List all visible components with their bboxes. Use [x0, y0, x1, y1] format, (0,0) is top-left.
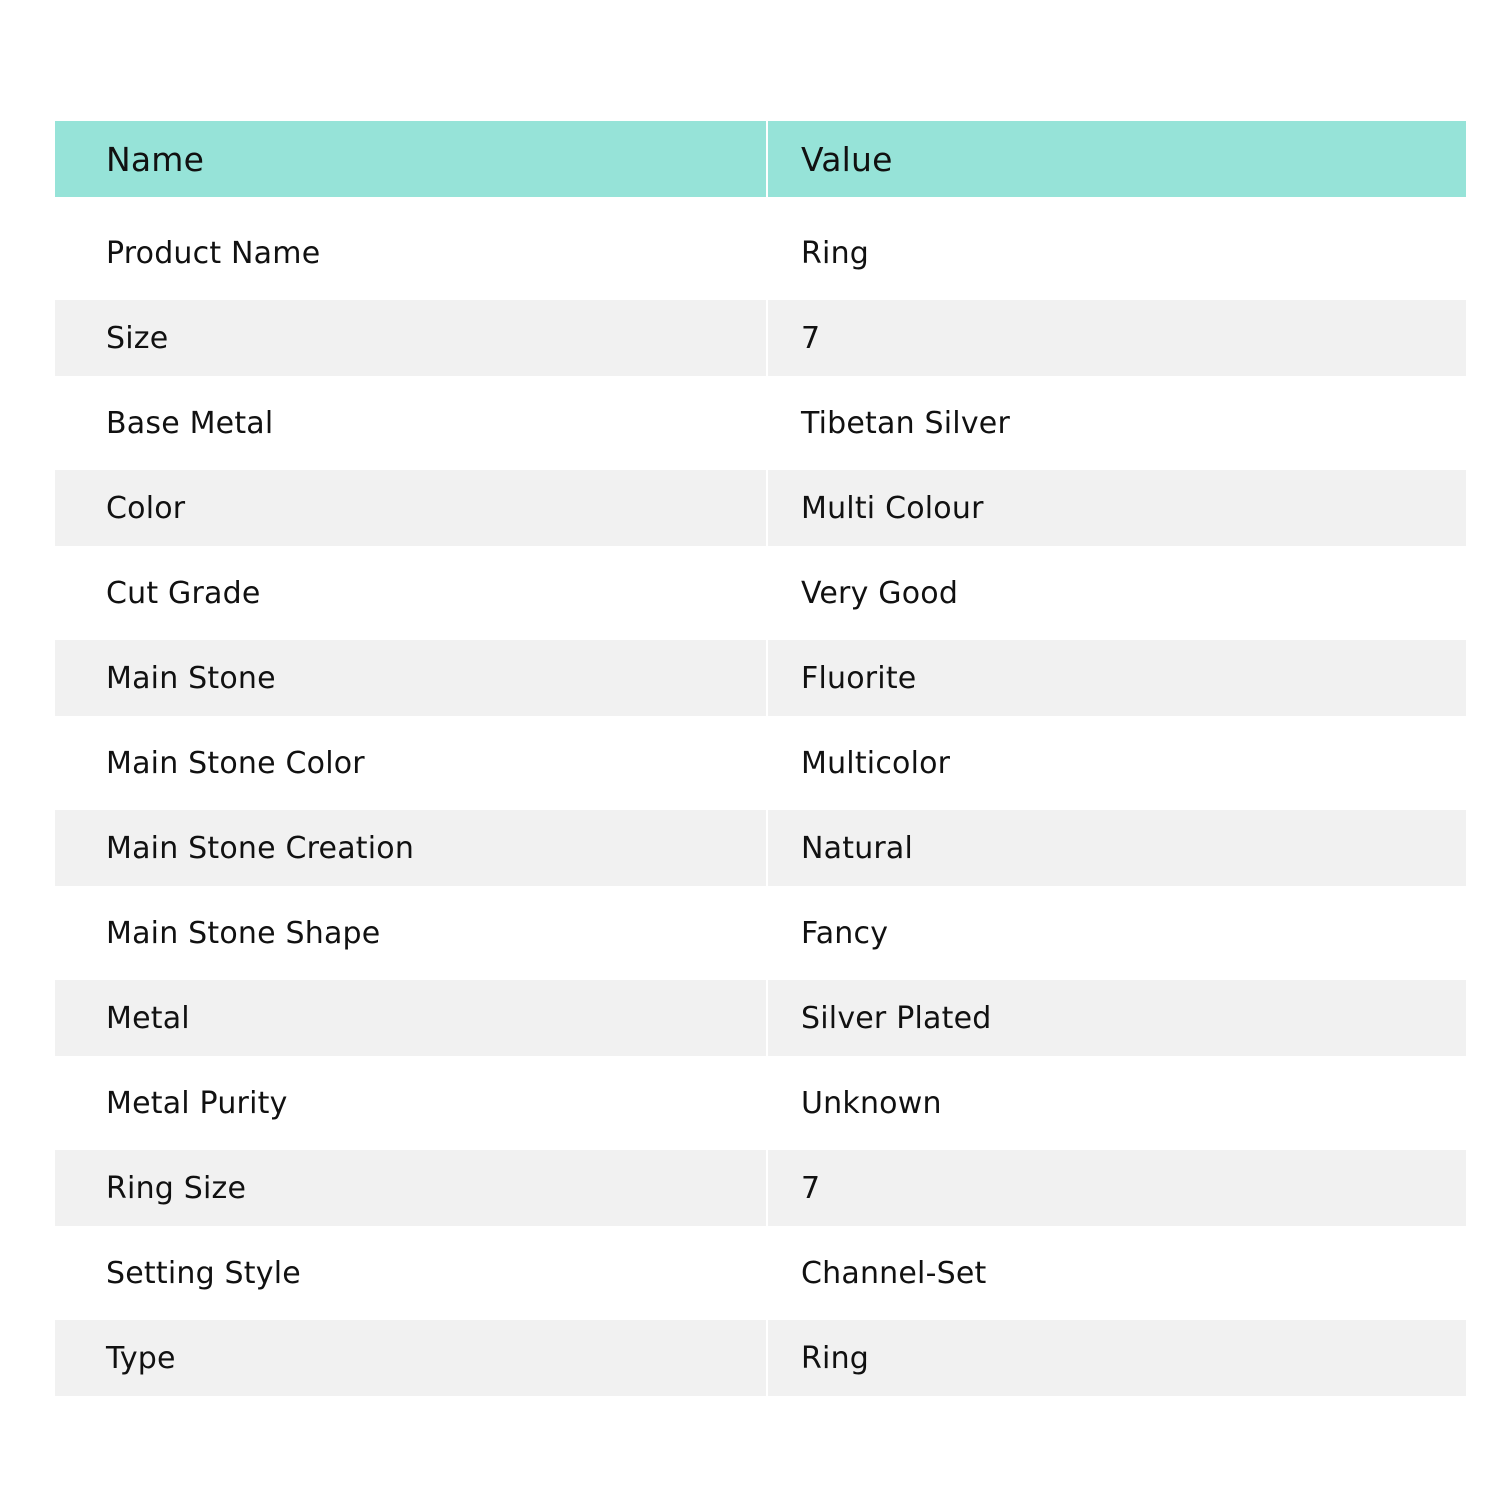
table-row	[55, 206, 1466, 291]
row-value: Fluorite	[768, 640, 1466, 716]
column-header-name: Name	[55, 121, 766, 197]
table-row	[55, 1226, 1466, 1311]
row-name: Type	[55, 1320, 766, 1396]
table-row	[55, 461, 1466, 546]
row-name: Ring Size	[55, 1150, 766, 1226]
table-row	[55, 886, 1466, 971]
table-header-row	[55, 121, 1466, 197]
table-row	[55, 1141, 1466, 1226]
table-row	[55, 376, 1466, 461]
row-name: Main Stone Color	[106, 745, 365, 781]
row-value: Ring	[801, 235, 870, 271]
table-row	[55, 631, 1466, 716]
row-name: Main Stone Shape	[106, 915, 381, 951]
row-value: Multicolor	[801, 745, 951, 781]
table-row	[55, 801, 1466, 886]
table-row	[55, 716, 1466, 801]
table-row	[55, 971, 1466, 1056]
table-row	[55, 1056, 1466, 1141]
row-name: Setting Style	[106, 1255, 301, 1291]
row-value: 7	[768, 300, 1466, 376]
row-value: Silver Plated	[768, 980, 1466, 1056]
table-row	[55, 1311, 1466, 1396]
row-name: Main Stone	[55, 640, 766, 716]
column-header-value: Value	[768, 121, 1466, 197]
row-name: Cut Grade	[106, 575, 261, 611]
row-value: Unknown	[801, 1085, 942, 1121]
row-name: Base Metal	[106, 405, 274, 441]
row-value: Ring	[768, 1320, 1466, 1396]
row-value: Multi Colour	[768, 470, 1466, 546]
table-row	[55, 291, 1466, 376]
row-name: Metal	[55, 980, 766, 1056]
row-name: Product Name	[106, 235, 321, 271]
spec-table	[55, 121, 1466, 1396]
row-value: 7	[768, 1150, 1466, 1226]
row-name: Metal Purity	[106, 1085, 288, 1121]
row-value: Tibetan Silver	[801, 405, 1010, 441]
table-row	[55, 546, 1466, 631]
row-name: Main Stone Creation	[55, 810, 766, 886]
row-name: Color	[55, 470, 766, 546]
row-value: Very Good	[801, 575, 959, 611]
row-name: Size	[55, 300, 766, 376]
row-value: Fancy	[801, 915, 889, 951]
row-value: Natural	[768, 810, 1466, 886]
row-value: Channel-Set	[801, 1255, 987, 1291]
